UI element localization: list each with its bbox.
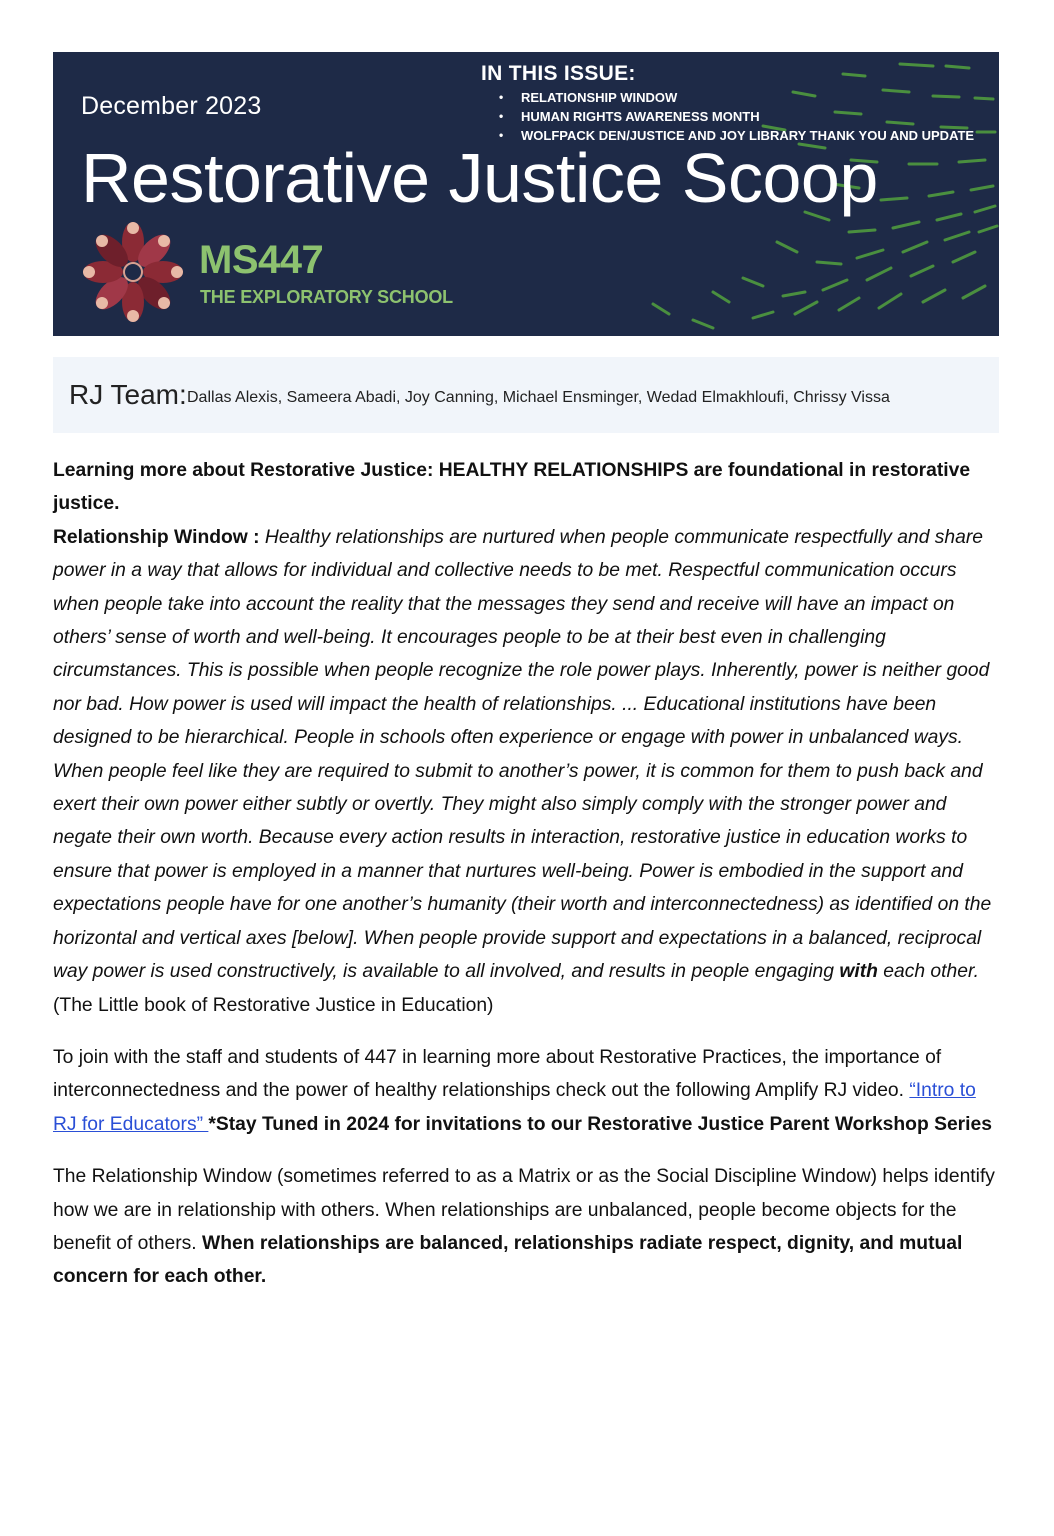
intro-rj-video-link[interactable]: “Intro to RJ for Educators” xyxy=(53,1080,976,1135)
citation: (The Little book of Restorative Justice in Education) xyxy=(53,994,494,1016)
team-box xyxy=(53,357,999,433)
quote-text-end: each other. xyxy=(877,961,980,983)
team-label: RJ Team: xyxy=(69,379,187,410)
school-logo-icon xyxy=(79,218,191,324)
issue-date: December 2023 xyxy=(81,92,262,120)
intro-lead: Learning more about Restorative Justice: HEALTHY RELATIONSHIPS are foundational in restorative justice. xyxy=(53,460,971,515)
relationship-window-label: Relationship Window : xyxy=(53,526,265,548)
school-code: MS447 xyxy=(199,238,324,282)
workshop-notice: *Stay Tuned in 2024 for invitations to our Restorative Justice Parent Workshop Series xyxy=(208,1113,992,1135)
window-paragraph xyxy=(53,1160,999,1294)
intro-paragraph xyxy=(53,454,999,1022)
window-text: The Relationship Window (sometimes referred to as a Matrix or as the Social Discipline Window) helps identify how we are in relationship with others. When relationships are unbalanced, people become objects for the benefit of others. xyxy=(53,1166,995,1254)
team-names: Dallas Alexis, Sameera Abadi, Joy Canning, Michael Ensminger, Wedad Elmakhloufi, Chrissy Vissa xyxy=(187,389,890,406)
article-body xyxy=(53,454,999,1294)
issue-list xyxy=(481,88,974,145)
newsletter-title: Restorative Justice Scoop xyxy=(81,139,878,217)
quote-text: Healthy relationships are nurtured when people communicate respectfully and share power in a way that allows for individual and collective needs to be met. Respectful communication occurs when people take into account the reality that the messages they send and receive will have an impact on others’ sense of worth and well-being. It encourages people to be at their best even in challenging circumstances. This is possible when people recognize the role power plays. Inherently, power is neither good nor bad. How power is used will impact the health of relationships. ... Educational institutions have been designed to be hierarchical. People in schools often experience or engage with power in unbalanced ways. When people feel like they are required to submit to another’s power, it is common for them to push back and exert their own power either subtly or overtly. They might also simply comply with the stronger power and negate their own worth. Because every action results in interaction, restorative justice in education works to ensure that power is employed in a manner that nurtures well-being. Power is embodied in the support and expectations people have for one another’s humanity (their worth and interconnectedness) as identified on the horizontal and vertical axes [below]. When people provide support and expectations in a balanced, reciprocal way power is used constructively, is available to all involved, and results in people engaging xyxy=(53,526,992,983)
window-emphasis: When relationships are balanced, relationships radiate respect, dignity, and mutual concern for each other. xyxy=(53,1232,963,1288)
newsletter-banner xyxy=(53,52,999,336)
school-name: THE EXPLORATORY SCHOOL xyxy=(200,287,453,307)
in-this-issue xyxy=(481,62,974,145)
issue-item: • RELATIONSHIP WINDOW xyxy=(521,88,974,107)
join-paragraph xyxy=(53,1041,999,1141)
in-this-issue-heading: IN THIS ISSUE: xyxy=(481,62,636,85)
join-text: To join with the staff and students of 447 in learning more about Restorative Practices, the importance of interconnectedness and the power of healthy relationships check out the following Amplify RJ video. xyxy=(53,1046,942,1102)
issue-item: • HUMAN RIGHTS AWARENESS MONTH xyxy=(521,107,974,126)
issue-item: • WOLFPACK DEN/JUSTICE AND JOY LIBRARY THANK YOU AND UPDATE xyxy=(521,126,974,145)
quote-emphasis: with xyxy=(839,961,878,983)
